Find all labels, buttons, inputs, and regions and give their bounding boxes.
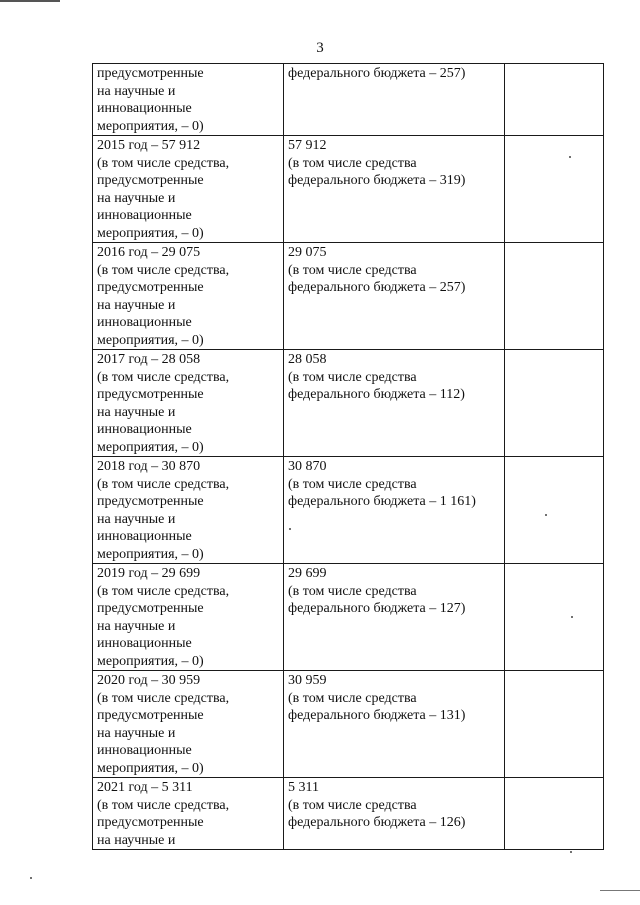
cell-line: мероприятия, – 0) (97, 653, 204, 669)
empty-cell (505, 64, 604, 136)
cell-line: федерального бюджета – 257) (288, 66, 466, 81)
cell-line: на научные и (97, 83, 176, 99)
empty-cell (505, 671, 604, 778)
scan-speck (571, 616, 573, 618)
cell-line: (в том числе средства, (97, 476, 230, 492)
table-row (93, 457, 604, 564)
cell-line: мероприятия, – 0) (97, 118, 204, 134)
federal-budget-cell (284, 136, 505, 243)
table-row (93, 671, 604, 778)
cell-line: федерального бюджета – 319) (288, 173, 466, 188)
cell-line: (в том числе средства, (97, 369, 230, 385)
year-total-cell (93, 64, 284, 136)
cell-line: на научные и (97, 618, 176, 634)
cell-line: мероприятия, – 0) (97, 546, 204, 562)
year-total-cell (93, 564, 284, 671)
scan-speck (570, 851, 572, 853)
funding-table-body (93, 64, 604, 850)
cell-line: 30 870 (288, 459, 327, 474)
cell-line: предусмотренные (97, 708, 204, 723)
year-total-cell (93, 457, 284, 564)
federal-budget-cell (284, 778, 505, 850)
federal-budget-cell (284, 64, 505, 136)
empty-cell (505, 136, 604, 243)
cell-line: (в том числе средства (288, 583, 417, 599)
cell-line: предусмотренные (97, 815, 204, 830)
cell-line: (в том числе средства, (97, 262, 230, 278)
scan-speck (569, 156, 571, 158)
empty-cell (505, 564, 604, 671)
cell-line: предусмотренные (97, 173, 204, 188)
cell-line: 57 912 (288, 138, 327, 153)
cell-line: инновационные (97, 422, 192, 437)
federal-budget-cell (284, 243, 505, 350)
cell-line: на научные и (97, 725, 176, 741)
cell-line: 30 959 (288, 673, 327, 688)
cell-line: 28 058 (288, 352, 327, 367)
cell-line: 5 311 (288, 780, 319, 795)
empty-cell (505, 350, 604, 457)
year-total-cell (93, 778, 284, 850)
cell-line: федерального бюджета – 131) (288, 708, 466, 723)
cell-line: (в том числе средства (288, 690, 417, 706)
cell-line: (в том числе средства, (97, 155, 230, 171)
cell-line: на научные и (97, 404, 176, 420)
cell-line: федерального бюджета – 1 161) (288, 494, 476, 509)
table-row (93, 350, 604, 457)
cell-line: 2018 год – 30 870 (97, 459, 201, 474)
cell-line: мероприятия, – 0) (97, 332, 204, 348)
cell-line: 2016 год – 29 075 (97, 245, 201, 260)
federal-budget-cell (284, 350, 505, 457)
cell-line: 2017 год – 28 058 (97, 352, 201, 367)
cell-line: (в том числе средства (288, 369, 417, 385)
year-total-cell (93, 136, 284, 243)
cell-line: 2021 год – 5 311 (97, 780, 193, 795)
cell-line: инновационные (97, 636, 192, 651)
cell-line: инновационные (97, 743, 192, 758)
year-total-cell (93, 243, 284, 350)
cell-line: предусмотренные (97, 601, 204, 616)
cell-line: (в том числе средства (288, 797, 417, 813)
empty-cell (505, 457, 604, 564)
cell-line: инновационные (97, 101, 192, 116)
cell-line: 2020 год – 30 959 (97, 673, 201, 688)
cell-line: мероприятия, – 0) (97, 760, 204, 776)
cell-line: предусмотренные (97, 387, 204, 402)
year-total-cell (93, 350, 284, 457)
cell-line: (в том числе средства (288, 476, 417, 492)
cell-line: предусмотренные (97, 280, 204, 295)
cell-line: федерального бюджета – 127) (288, 601, 466, 616)
cell-line: 2015 год – 57 912 (97, 138, 201, 153)
cell-line: на научные и (97, 190, 176, 206)
cell-line: федерального бюджета – 112) (288, 387, 465, 402)
cell-line: на научные и (97, 297, 176, 313)
cell-line: 29 075 (288, 245, 327, 260)
cell-line: (в том числе средства, (97, 583, 230, 599)
cell-line: инновационные (97, 529, 192, 544)
cell-line: на научные и (97, 832, 176, 848)
funding-table (92, 63, 604, 850)
cell-line: мероприятия, – 0) (97, 439, 204, 455)
federal-budget-cell (284, 671, 505, 778)
cell-line: (в том числе средства (288, 155, 417, 171)
federal-budget-cell (284, 564, 505, 671)
cell-line: (в том числе средства, (97, 690, 230, 706)
cell-line: (в том числе средства (288, 262, 417, 278)
cell-line: инновационные (97, 315, 192, 330)
cell-line: мероприятия, – 0) (97, 225, 204, 241)
table-row (93, 564, 604, 671)
empty-cell (505, 243, 604, 350)
year-total-cell (93, 671, 284, 778)
cell-line: предусмотренные (97, 66, 204, 81)
cell-line: (в том числе средства, (97, 797, 230, 813)
cell-line: на научные и (97, 511, 176, 527)
cell-line: федерального бюджета – 257) (288, 280, 466, 295)
federal-budget-cell (284, 457, 505, 564)
cell-line: инновационные (97, 208, 192, 223)
table-row (93, 64, 604, 136)
scan-speck (289, 528, 291, 530)
table-row (93, 136, 604, 243)
cell-line: предусмотренные (97, 494, 204, 509)
cell-line: 29 699 (288, 566, 327, 581)
scan-artifact-top (0, 0, 60, 5)
scan-speck (30, 877, 32, 879)
scan-artifact-bottom (600, 890, 640, 891)
table-row (93, 778, 604, 850)
table-row (93, 243, 604, 350)
cell-line: 2019 год – 29 699 (97, 566, 201, 581)
empty-cell (505, 778, 604, 850)
scan-speck (545, 514, 547, 516)
page-number: 3 (316, 40, 324, 56)
cell-line: федерального бюджета – 126) (288, 815, 466, 830)
